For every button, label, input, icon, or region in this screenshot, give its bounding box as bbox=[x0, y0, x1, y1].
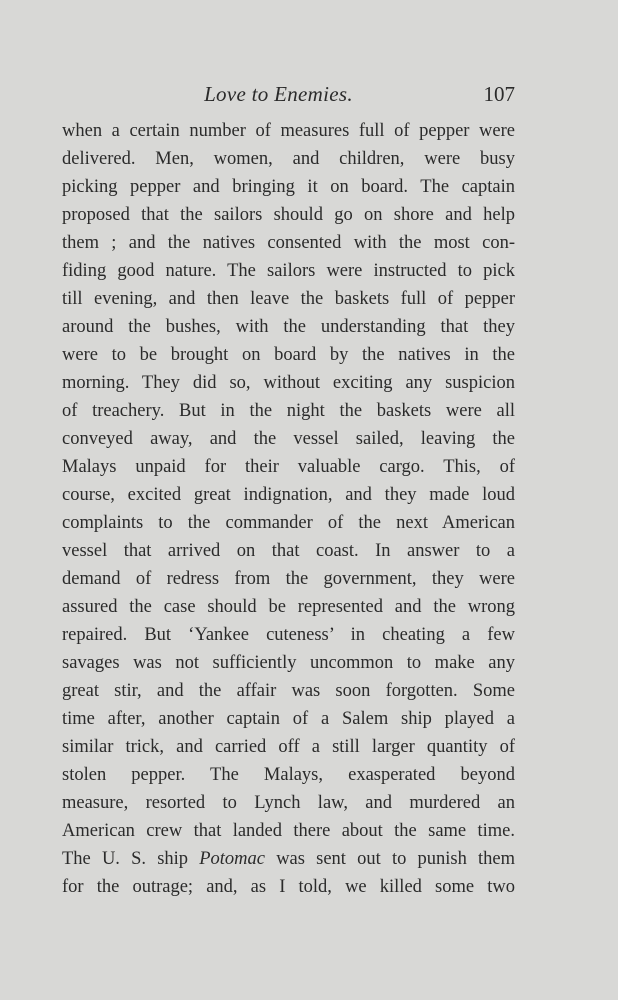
text-line: of treachery. But in the night the baskets were all bbox=[62, 401, 515, 421]
text-line: delivered. Men, women, and children, were busy bbox=[62, 149, 515, 169]
text-line: similar trick, and carried off a still larger quantity of bbox=[62, 737, 515, 757]
text-line: demand of redress from the government, they were bbox=[62, 569, 515, 589]
text-line bbox=[62, 845, 515, 873]
text-line: till evening, and then leave the baskets full of pepper bbox=[62, 289, 515, 309]
text-line: morning. They did so, without exciting any suspicion bbox=[62, 373, 515, 393]
ship-name: Potomac bbox=[199, 849, 265, 869]
text-line: savages was not sufficiently uncommon to make any bbox=[62, 653, 515, 673]
text-line: fiding good nature. The sailors were instructed to pick bbox=[62, 261, 515, 281]
text-line: for the outrage; and, as I told, we killed some two bbox=[62, 877, 515, 897]
text-line: complaints to the commander of the next American bbox=[62, 513, 515, 533]
text-segment: The U. S. ship bbox=[62, 849, 189, 869]
text-line: were to be brought on board by the natives in the bbox=[62, 345, 515, 365]
text-line: repaired. But ‘Yankee cuteness’ in cheating a few bbox=[62, 625, 515, 645]
text-line: course, excited great indignation, and they made loud bbox=[62, 485, 515, 505]
text-line: measure, resorted to Lynch law, and murdered an bbox=[62, 793, 515, 813]
page-number: 107 bbox=[483, 82, 515, 106]
page-header bbox=[62, 82, 515, 112]
text-line: great stir, and the affair was soon forgotten. Some bbox=[62, 681, 515, 701]
text-line: proposed that the sailors should go on shore and help bbox=[62, 205, 515, 225]
text-line: picking pepper and bringing it on board. The captain bbox=[62, 177, 515, 197]
text-line: conveyed away, and the vessel sailed, leaving the bbox=[62, 429, 515, 449]
text-line: stolen pepper. The Malays, exasperated beyond bbox=[62, 765, 515, 785]
body-text bbox=[62, 117, 515, 901]
text-line: assured the case should be represented and the wrong bbox=[62, 597, 515, 617]
running-title: Love to Enemies. bbox=[204, 82, 353, 106]
text-line: around the bushes, with the understanding that they bbox=[62, 317, 515, 337]
text-line: American crew that landed there about the same time. bbox=[62, 821, 515, 841]
text-line: Malays unpaid for their valuable cargo. This, of bbox=[62, 457, 515, 477]
text-line: vessel that arrived on that coast. In answer to a bbox=[62, 541, 515, 561]
text-line: them ; and the natives consented with the most con- bbox=[62, 233, 515, 253]
text-line: time after, another captain of a Salem ship played a bbox=[62, 709, 515, 729]
text-line: when a certain number of measures full of pepper were bbox=[62, 121, 515, 141]
text-segment: was sent out to punish them bbox=[276, 849, 515, 869]
